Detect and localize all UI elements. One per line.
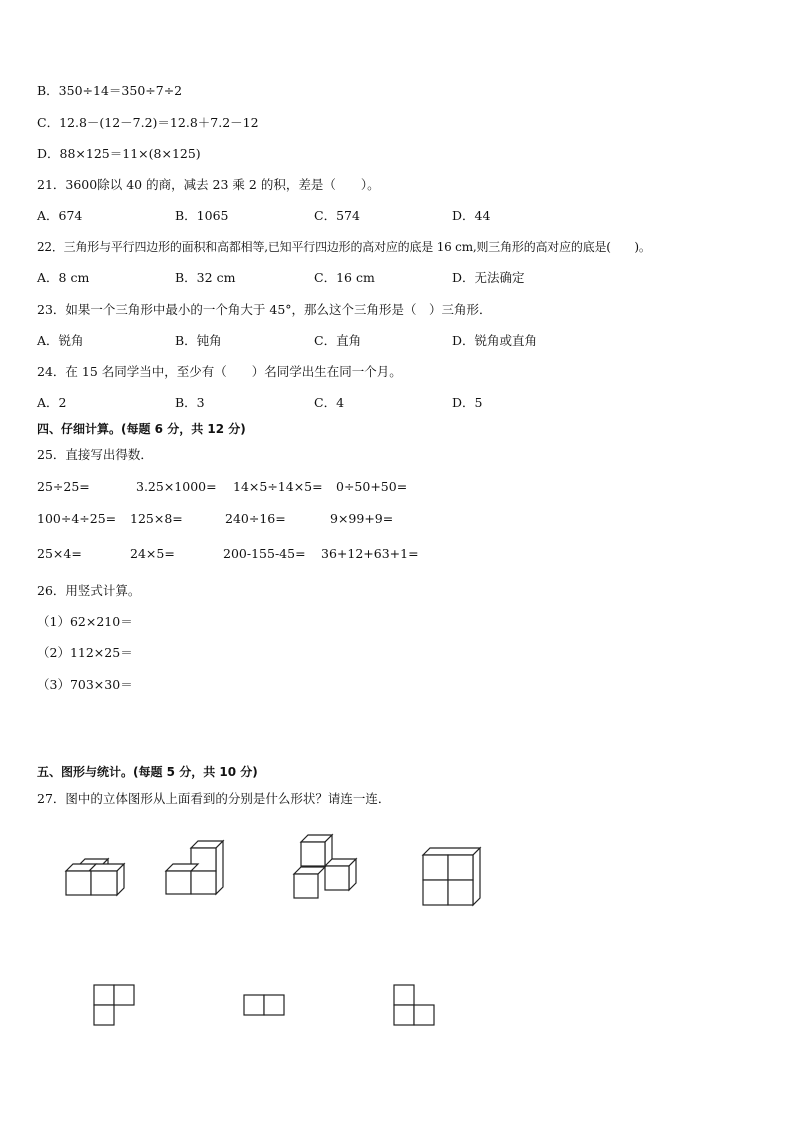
q24-stem: 24．在 15 名同学当中，至少有（ ）名同学出生在同一个月。 (37, 364, 402, 379)
q26-item-2: （2）112×25＝ (37, 645, 133, 660)
q25-item: 25÷25= (37, 479, 90, 494)
q21-option-b: B．1065 (175, 208, 229, 223)
q22-option-d: D．无法确定 (452, 270, 525, 285)
q21-stem: 21．3600除以 40 的商，减去 23 乘 2 的积，差是（ ）。 (37, 177, 380, 192)
q24-option-b: B．3 (175, 395, 205, 410)
q24-option-c: C．4 (314, 395, 345, 410)
q27-stem: 27．图中的立体图形从上面看到的分别是什么形状？请连一连． (37, 791, 391, 806)
q25-item: 3.25×1000= (136, 479, 217, 494)
q23-option-c: C．直角 (314, 333, 362, 348)
q25-item: 0÷50+50= (336, 479, 408, 494)
q24-option-a: A．2 (37, 395, 67, 410)
q21-option-c: C．574 (314, 208, 360, 223)
solid-figure-2 (160, 836, 230, 902)
q22-option-a: A．8 cm (37, 270, 90, 285)
q25-item: 200-155-45= (223, 546, 306, 561)
top-view-shape-2 (240, 992, 290, 1018)
q21-option-a: A．674 (37, 208, 83, 223)
top-view-shape-3 (390, 982, 440, 1028)
q25-item: 240÷16= (225, 511, 286, 526)
q22-option-b: B．32 cm (175, 270, 236, 285)
solid-figure-1 (60, 850, 130, 900)
q26-item-3: （3）703×30＝ (37, 677, 133, 692)
q21-option-d: D．44 (452, 208, 491, 223)
q23-stem: 23．如果一个三角形中最小的一个角大于 45°，那么这个三角形是（ ）三角形． (37, 302, 492, 317)
q24-option-d: D．5 (452, 395, 483, 410)
q26-item-1: （1）62×210＝ (37, 614, 133, 629)
section-5-title: 五、图形与统计。(每题 5 分，共 10 分) (37, 765, 258, 779)
q23-option-b: B．钝角 (175, 333, 222, 348)
q25-item: 24×5= (130, 546, 175, 561)
q25-stem: 25．直接写出得数． (37, 447, 153, 462)
solid-figure-3 (288, 830, 360, 904)
q25-item: 100÷4÷25= (37, 511, 117, 526)
q22-option-c: C．16 cm (314, 270, 375, 285)
section-4-title: 四、仔细计算。(每题 6 分，共 12 分) (37, 422, 246, 436)
q22-stem: 22．三角形与平行四边形的面积和高都相等,已知平行四边形的高对应的底是 16 cm,则三角形的高对应的底是( )。 (37, 240, 651, 254)
q25-item: 14×5÷14×5= (233, 479, 323, 494)
q20-option-b: B．350÷14＝350÷7÷2 (37, 83, 183, 98)
q25-item: 125×8= (130, 511, 183, 526)
q25-item: 25×4= (37, 546, 82, 561)
solid-figure-4 (418, 842, 484, 908)
q23-option-a: A．锐角 (37, 333, 84, 348)
q20-option-d: D．88×125＝11×(8×125) (37, 146, 201, 161)
q25-item: 9×99+9= (330, 511, 394, 526)
top-view-shape-1 (90, 982, 140, 1028)
q23-option-d: D．锐角或直角 (452, 333, 538, 348)
q25-item: 36+12+63+1= (321, 546, 419, 561)
q26-stem: 26．用竖式计算。 (37, 583, 141, 598)
q20-option-c: C．12.8－(12－7.2)＝12.8＋7.2－12 (37, 115, 259, 130)
